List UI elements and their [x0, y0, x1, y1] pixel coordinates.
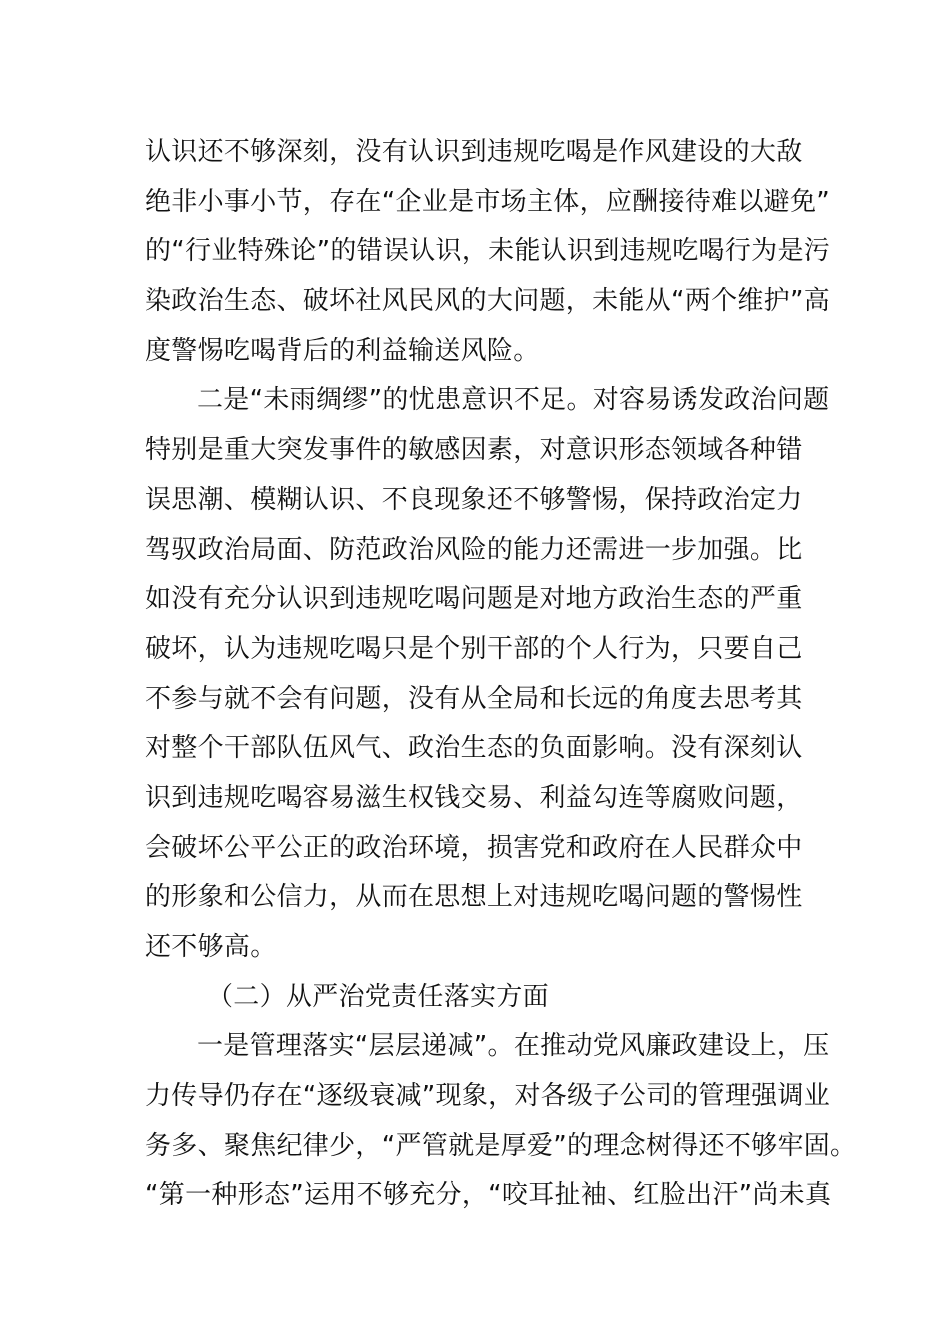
paragraph-start-line: 一是管理落实“层层递减”。在推动党风廉政建设上，压 — [197, 1031, 830, 1062]
text-line: 破坏，认为违规吃喝只是个别干部的个人行为，只要自己 — [145, 633, 803, 664]
text-line: 对整个干部队伍风气、政治生态的负面影响。没有深刻认 — [145, 733, 803, 764]
text-line: “第一种形态”运用不够充分，“咬耳扯袖、红脸出汗”尚未真 — [145, 1180, 832, 1211]
text-line: 会破坏公平公正的政治环境，损害党和政府在人民群众中 — [145, 832, 803, 863]
text-line: 如没有充分认识到违规吃喝问题是对地方政治生态的严重 — [145, 584, 803, 615]
body-text — [145, 128, 857, 1221]
text-line: 力传导仍存在“逐级衰减”现象，对各级子公司的管理强调业 — [145, 1081, 831, 1112]
text-line: 不参与就不会有问题，没有从全局和长远的角度去思考其 — [145, 683, 803, 714]
section-heading: （二）从严治党责任落实方面 — [207, 981, 549, 1012]
paragraph-start-line: 二是“未雨绸缪”的忧患意识不足。对容易诱发政治问题 — [197, 385, 830, 416]
text-line: 误思潮、模糊认识、不良现象还不够警惕，保持政治定力 — [145, 484, 803, 515]
text-line: 度警惕吃喝背后的利益输送风险。 — [145, 335, 540, 366]
text-line: 的形象和公信力，从而在思想上对违规吃喝问题的警惕性 — [145, 882, 803, 913]
text-line: 的“行业特殊论”的错误认识，未能认识到违规吃喝行为是污 — [145, 236, 831, 267]
text-line: 识到违规吃喝容易滋生权钱交易、利益勾连等腐败问题， — [145, 782, 803, 813]
text-line: 务多、聚焦纪律少，“严管就是厚爱”的理念树得还不够牢固。 — [145, 1130, 857, 1161]
text-line: 还不够高。 — [145, 932, 277, 962]
text-line: 特别是重大突发事件的敏感因素，对意识形态领域各种错 — [145, 435, 803, 466]
text-line: 驾驭政治局面、防范政治风险的能力还需进一步加强。比 — [145, 534, 803, 565]
text-line: 认识还不够深刻，没有认识到违规吃喝是作风建设的大敌 — [145, 137, 803, 167]
text-line: 染政治生态、破坏社风民风的大问题，未能从“两个维护”高 — [145, 286, 831, 317]
text-line: 绝非小事小节，存在“企业是市场主体，应酬接待难以避免” — [145, 186, 831, 217]
